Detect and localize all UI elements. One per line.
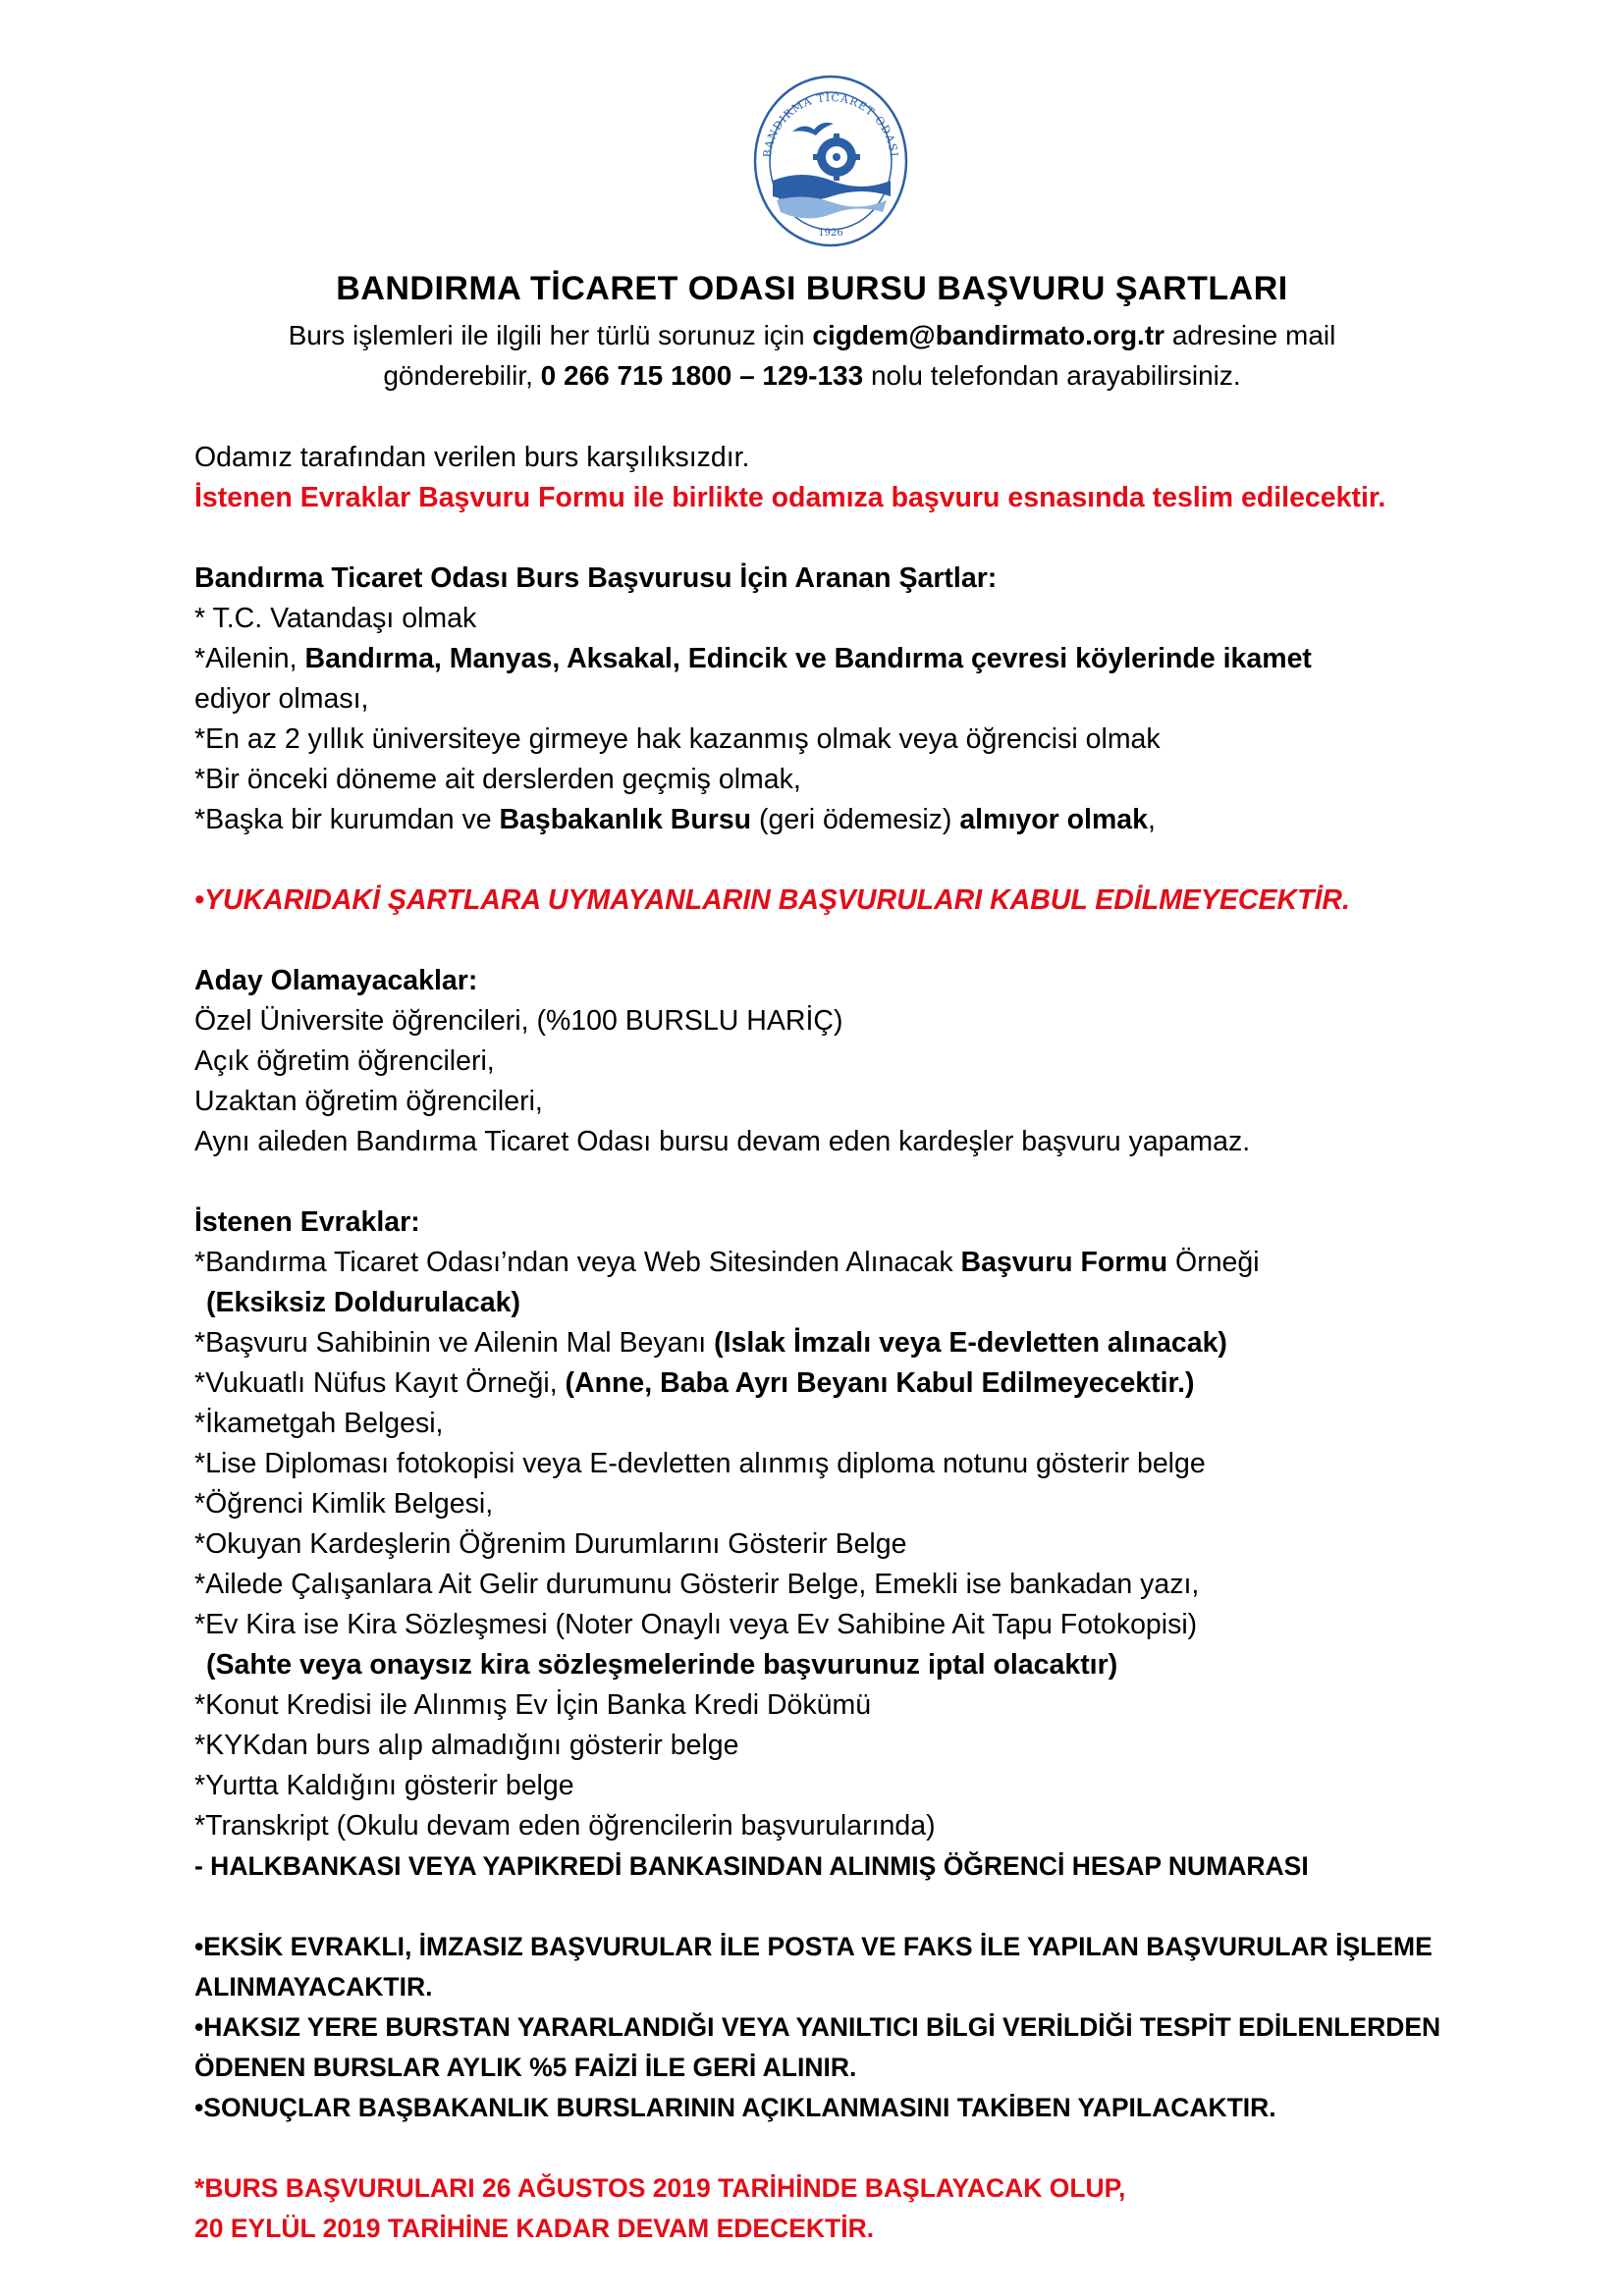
ineligible-heading: Aday Olamayacaklar:	[194, 965, 478, 996]
document-1	[194, 1243, 1490, 1283]
contact-2-post: nolu telefondan arayabilirsiniz.	[863, 360, 1241, 391]
note-2-line-2: ÖDENEN BURSLAR AYLIK %5 FAİZİ İLE GERİ ALINIR.	[194, 2053, 857, 2082]
conditions-heading: Bandırma Ticaret Odası Burs Başvurusu İçin Aranan Şartlar:	[194, 562, 998, 594]
document-7: *Okuyan Kardeşlerin Öğrenim Durumlarını Gösterir Belge	[194, 1528, 907, 1560]
condition-3: *En az 2 yıllık üniversiteye girmeye hak kazanmış olmak veya öğrencisi olmak	[194, 723, 1161, 755]
condition-2-bold: Bandırma, Manyas, Aksakal, Edincik ve Bandırma çevresi köylerinde ikamet	[304, 643, 1312, 674]
intro-line-1: Odamız tarafından verilen burs karşılıksızdır.	[194, 442, 750, 473]
contact-1-post: adresine mail	[1164, 320, 1336, 350]
logo-top-text: BANDIRMA TİCARET ODASI	[760, 90, 900, 159]
documents-heading: İstenen Evraklar:	[194, 1206, 420, 1238]
condition-5	[194, 800, 1490, 840]
document-11: *KYKdan burs alıp almadığını gösterir belge	[194, 1730, 739, 1761]
document-3	[194, 1363, 1490, 1404]
chamber-logo	[753, 71, 908, 247]
document-body	[194, 438, 1490, 2249]
condition-2	[194, 639, 1490, 679]
document-1-post: Örneği	[1167, 1247, 1260, 1278]
condition-2-pre: *Ailenin,	[194, 643, 305, 674]
document-12: *Yurtta Kaldığını gösterir belge	[194, 1770, 574, 1801]
document-1-bold: Başvuru Formu	[960, 1247, 1168, 1278]
contact-line-1	[147, 320, 1477, 351]
document-1-pre: *Bandırma Ticaret Odası’ndan veya Web Sitesinden Alınacak	[194, 1247, 961, 1278]
condition-5-mid: (geri ödemesiz)	[751, 804, 960, 835]
bird-icon	[792, 123, 834, 135]
condition-2-cont: ediyor olması,	[194, 683, 369, 715]
document-3-bold: (Anne, Baba Ayrı Beyanı Kabul Edilmeyecektir.)	[565, 1367, 1195, 1399]
condition-1: * T.C. Vatandaşı olmak	[194, 603, 477, 634]
document-9: *Ev Kira ise Kira Sözleşmesi (Noter Onaylı veya Ev Sahibine Ait Tapu Fotokopisi)	[194, 1609, 1198, 1640]
intro-line-2: İstenen Evraklar Başvuru Formu ile birlikte odamıza başvuru esnasında teslim edilecektir.	[194, 482, 1386, 513]
condition-5-bold-2: almıyor olmak	[959, 804, 1148, 835]
document-8: *Ailede Çalışanlara Ait Gelir durumunu Gösterir Belge, Emekli ise bankadan yazı,	[194, 1569, 1200, 1600]
contact-email: cigdem@bandirmato.org.tr	[812, 320, 1165, 350]
gear-icon	[813, 133, 860, 181]
document-1-note: (Eksiksiz Doldurulacak)	[206, 1287, 520, 1318]
document-9-note: (Sahte veya onaysız kira sözleşmelerinde başvurunuz iptal olacaktır)	[206, 1649, 1118, 1681]
document-3-pre: *Vukuatlı Nüfus Kayıt Örneği,	[194, 1367, 566, 1399]
document-2-pre: *Başvuru Sahibinin ve Ailenin Mal Beyanı	[194, 1327, 715, 1359]
note-1-line-1: •EKSİK EVRAKLI, İMZASIZ BAŞVURULAR İLE POSTA VE FAKS İLE YAPILAN BAŞVURULAR İŞLEME	[194, 1932, 1433, 1961]
contact-1-pre: Burs işlemleri ile ilgili her türlü sorunuz için	[288, 320, 813, 350]
document-5: *Lise Diploması fotokopisi veya E-devletten alınmış diploma notunu gösterir belge	[194, 1448, 1206, 1479]
ineligible-3: Uzaktan öğretim öğrencileri,	[194, 1086, 543, 1117]
condition-4: *Bir önceki döneme ait derslerden geçmiş olmak,	[194, 764, 801, 795]
document-14: - HALKBANKASI VEYA YAPIKREDİ BANKASINDAN ALINMIŞ ÖĞRENCİ HESAP NUMARASI	[194, 1851, 1309, 1881]
deadline-line-2: 20 EYLÜL 2019 TARİHİNE KADAR DEVAM EDECEKTİR.	[194, 2214, 875, 2243]
contact-2-pre: gönderebilir,	[383, 360, 541, 391]
condition-5-bold-1: Başbakanlık Bursu	[499, 804, 752, 835]
document-6: *Öğrenci Kimlik Belgesi,	[194, 1488, 494, 1520]
note-3: •SONUÇLAR BAŞBAKANLIK BURSLARININ AÇIKLANMASINI TAKİBEN YAPILACAKTIR.	[194, 2093, 1276, 2122]
note-2-line-1: •HAKSIZ YERE BURSTAN YARARLANDIĞI VEYA YANILTICI BİLGİ VERİLDİĞİ TESPİT EDİLENLERDEN	[194, 2012, 1441, 2042]
note-1-line-2: ALINMAYACAKTIR.	[194, 1972, 433, 2002]
ineligible-1: Özel Üniversite öğrencileri, (%100 BURSLU HARİÇ)	[194, 1005, 843, 1037]
document-2-bold: (Islak İmzalı veya E-devletten alınacak)	[714, 1327, 1227, 1359]
document-10: *Konut Kredisi ile Alınmış Ev İçin Banka Kredi Dökümü	[194, 1689, 872, 1721]
contact-phone: 0 266 715 1800 – 129-133	[540, 360, 864, 391]
document-13: *Transkript (Okulu devam eden öğrencilerin başvurularında)	[194, 1810, 936, 1842]
ineligible-4: Aynı aileden Bandırma Ticaret Odası bursu devam eden kardeşler başvuru yapamaz.	[194, 1126, 1251, 1157]
condition-5-post: ,	[1148, 804, 1156, 835]
ineligible-2: Açık öğretim öğrencileri,	[194, 1045, 495, 1077]
page-title: BANDIRMA TİCARET ODASI BURSU BAŞVURU ŞARTLARI	[336, 270, 1288, 307]
contact-line-2	[147, 360, 1477, 392]
condition-5-pre: *Başka bir kurumdan ve	[194, 804, 500, 835]
document-4: *İkametgah Belgesi,	[194, 1408, 444, 1439]
eligibility-warning: •YUKARIDAKİ ŞARTLARA UYMAYANLARIN BAŞVURULARI KABUL EDİLMEYECEKTİR.	[194, 884, 1350, 916]
waves-icon	[773, 175, 891, 201]
document-2	[194, 1323, 1490, 1363]
deadline-line-1: *BURS BAŞVURULARI 26 AĞUSTOS 2019 TARİHİNDE BAŞLAYACAK OLUP,	[194, 2173, 1126, 2203]
logo-year: 1926	[818, 228, 843, 239]
